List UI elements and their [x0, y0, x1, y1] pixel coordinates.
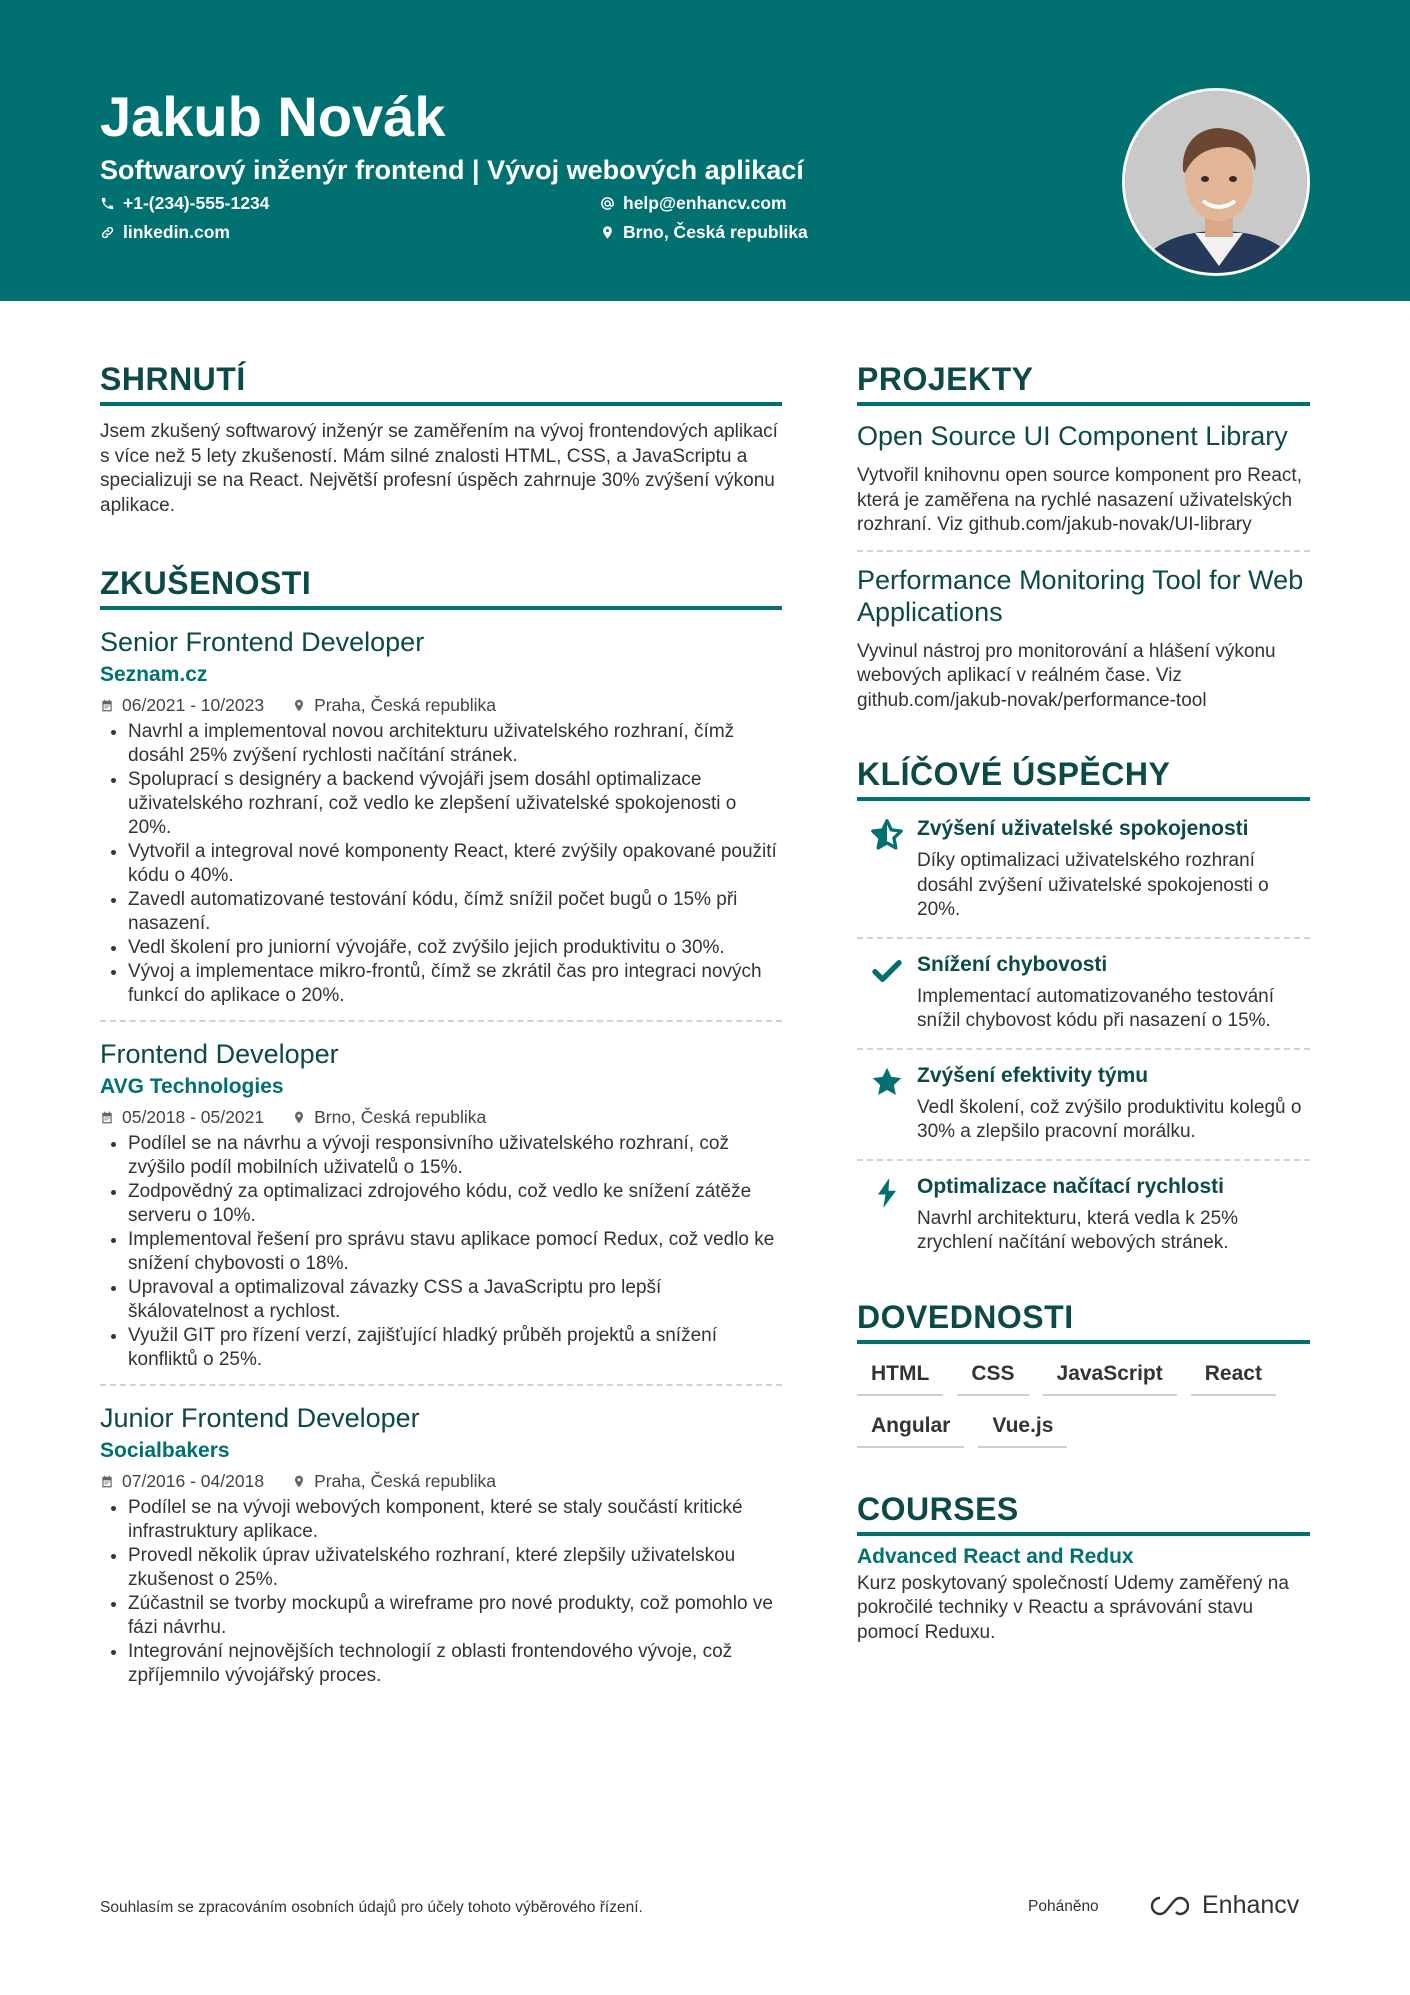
job-bullet: • Navrhl a implementoval novou architekturu uživatelského rozhraní, čímž dosáhl 25% zvýšení rychlosti načítání stránek.	[128, 720, 782, 768]
company-name: Socialbakers	[100, 1439, 230, 1462]
job-bullet: • Zúčastnil se tvorby mockupů a wireframe pro nové produkty, což pomohlo ve fázi návrhu.	[128, 1592, 782, 1640]
job-bullets	[100, 1132, 782, 1372]
job-entry	[100, 624, 782, 1022]
enhancv-logo-icon	[1148, 1894, 1194, 1918]
powered-by-label: Poháněno	[1028, 1898, 1099, 1915]
job-bullet: • Implementoval řešení pro správu stavu aplikace pomocí Redux, což vedlo ke snížení chybovosti o 18%.	[128, 1228, 782, 1276]
achievement-entry	[857, 939, 1310, 1050]
calendar-icon	[100, 1474, 114, 1489]
job-bullet: • Spoluprací s designéry a backend vývojáři jsem dosáhl optimalizace uživatelského rozhraní, což vedlo ke zlepšení uživatelské spokojenosti o 20%.	[128, 768, 782, 840]
job-dates: 06/2021 - 10/2023	[122, 695, 265, 715]
summary-text: Jsem zkušený softwarový inženýr se zaměřením na vývoj frontendových aplikací s více než 5 lety zkušeností. Mám silné znalosti HTML, CSS, a JavaScriptu a specializuji se na React. Největší profesní úspěch zahrnuje 30% zvýšení výkonu aplikace.	[100, 421, 778, 516]
job-bullet: • Podílel se na návrhu a vývoji responsivního uživatelského rozhraní, což zvýšilo podíl mobilních uživatelů o 15%.	[128, 1132, 782, 1180]
job-bullet: • Zodpovědný za optimalizaci zdrojového kódu, což vedlo ke snížení zátěže serveru o 10%.	[128, 1180, 782, 1228]
job-location: Brno, Česká republika	[314, 1107, 487, 1127]
job-entry	[100, 1400, 782, 1700]
job-meta	[100, 1104, 782, 1130]
job-bullets	[100, 1496, 782, 1688]
link-icon	[100, 225, 115, 240]
linkedin-text: linkedin.com	[123, 222, 230, 242]
job-bullet: • Vytvořil a integroval nové komponenty React, které zvýšily opakované použití kódu o 40%.	[128, 840, 782, 888]
skills-title: DOVEDNOSTI	[857, 1296, 1310, 1344]
achievement-title: Zvýšení uživatelské spokojenosti	[917, 817, 1249, 840]
job-bullet: • Provedl několik úprav uživatelského rozhraní, které zlepšily uživatelskou zkušenost o 25%.	[128, 1544, 782, 1592]
left-column	[100, 358, 782, 1714]
job-bullet: • Vedl školení pro juniorní vývojáře, což zvýšilo jejich produktivitu o 30%.	[128, 936, 782, 960]
job-bullet: • Upravoval a optimalizoval závazky CSS a JavaScriptu pro lepší škálovatelnost a rychlost.	[128, 1276, 782, 1324]
job-location: Praha, Česká republika	[314, 695, 496, 715]
star-icon	[869, 1064, 905, 1100]
achievement-entry	[857, 1050, 1310, 1161]
job-location: Praha, Česká republika	[314, 1471, 496, 1491]
job-title: Junior Frontend Developer	[100, 1403, 420, 1433]
skill-tag: JavaScript	[1043, 1356, 1177, 1396]
job-bullet: • Integrování nejnovějších technologií z oblasti frontendového vývoje, což zpříjemnilo vývojářský proces.	[128, 1640, 782, 1688]
job-entry	[100, 1036, 782, 1386]
achievement-text: Navrhl architekturu, která vedla k 25% zrychlení načítání webových stránek.	[917, 1207, 1239, 1253]
at-icon	[600, 196, 615, 211]
phone-icon	[100, 196, 115, 211]
email-text: help@enhancv.com	[623, 193, 787, 213]
company-name: Seznam.cz	[100, 663, 208, 686]
right-column	[857, 358, 1310, 1645]
skill-tag: React	[1191, 1356, 1276, 1396]
course-title: Advanced React and Redux	[857, 1544, 1134, 1568]
candidate-subtitle: Softwarový inženýr frontend | Vývoj webových aplikací	[100, 155, 804, 185]
projects-title: PROJEKTY	[857, 358, 1310, 406]
location-text: Brno, Česká republika	[623, 222, 808, 242]
experience-title: ZKUŠENOSTI	[100, 562, 782, 610]
job-bullet: • Vývoj a implementace mikro-frontů, čímž se zkrátil čas pro integraci nových funkcí do aplikace o 20%.	[128, 960, 782, 1008]
achievement-entry	[857, 803, 1310, 939]
achievement-text: Díky optimalizaci uživatelského rozhraní dosáhl zvýšení uživatelské spokojenosti o 20%.	[917, 850, 1269, 920]
job-dates: 05/2018 - 05/2021	[122, 1107, 265, 1127]
contact-location	[600, 220, 808, 244]
profile-photo	[1122, 88, 1310, 276]
job-bullet: • Zavedl automatizované testování kódu, čímž snížil počet bugů o 15% při nasazení.	[128, 888, 782, 936]
achievement-title: Zvýšení efektivity týmu	[917, 1063, 1149, 1087]
achievement-entry	[857, 1161, 1310, 1270]
project-text: Vyvinul nástroj pro monitorování a hlášení výkonu webových aplikací v reálném čase. Viz github.com/jakub-novak/performance-tool	[857, 640, 1276, 711]
achievement-text: Implementací automatizovaného testování snížil chybovost kódu při nasazení o 15%.	[917, 985, 1274, 1031]
skill-tag: Angular	[857, 1408, 964, 1448]
contact-linkedin[interactable]	[100, 220, 230, 244]
location-pin-icon	[292, 1474, 306, 1489]
job-bullet: • Využil GIT pro řízení verzí, zajišťující hladký průběh projektů a snížení konfliktů o 25%.	[128, 1324, 782, 1372]
project-text: Vytvořil knihovnu open source komponent pro React, která je zaměřena na rychlé nasazení uživatelských rozhraní. Viz github.com/jakub-novak/UI-library	[857, 465, 1302, 535]
achievement-text: Vedl školení, což zvýšilo produktivitu kolegů o 30% a zlepšilo pracovní morálku.	[917, 1096, 1302, 1142]
course-text: Kurz poskytovaný společností Udemy zaměřený na pokročilé techniky v Reactu a správování stavu pomocí Reduxu.	[857, 1572, 1289, 1643]
check-icon	[869, 953, 905, 989]
job-title: Frontend Developer	[100, 1039, 339, 1069]
project-title: Performance Monitoring Tool for Web Applications	[857, 564, 1304, 627]
achievement-title: Optimalizace načítací rychlosti	[917, 1174, 1224, 1198]
location-pin-icon	[292, 1110, 306, 1125]
resume-header	[0, 0, 1410, 301]
project-entry	[857, 564, 1310, 726]
job-meta	[100, 692, 782, 718]
location-pin-icon	[292, 698, 306, 713]
skill-tag: HTML	[857, 1356, 943, 1396]
achievements-title: KLÍČOVÉ ÚSPĚCHY	[857, 753, 1310, 801]
location-pin-icon	[600, 225, 615, 240]
project-title: Open Source UI Component Library	[857, 421, 1288, 451]
job-title: Senior Frontend Developer	[100, 627, 425, 657]
bolt-icon	[869, 1175, 905, 1211]
job-dates: 07/2016 - 04/2018	[122, 1471, 265, 1491]
contact-phone[interactable]	[100, 191, 269, 215]
star-outline-icon	[869, 817, 905, 853]
company-name: AVG Technologies	[100, 1075, 284, 1098]
job-bullet: • Podílel se na vývoji webových komponent, které se staly součástí kritické infrastruktury aplikace.	[128, 1496, 782, 1544]
courses-title: COURSES	[857, 1488, 1310, 1536]
summary-title: SHRNUTÍ	[100, 358, 782, 406]
job-bullets	[100, 720, 782, 1008]
achievement-title: Snížení chybovosti	[917, 952, 1108, 976]
skill-tag: CSS	[957, 1356, 1028, 1396]
candidate-name: Jakub Novák	[100, 85, 446, 148]
consent-text: Souhlasím se zpracováním osobních údajů pro účely tohoto výběrového řízení.	[100, 1899, 643, 1916]
skills-list	[857, 1356, 1310, 1448]
brand-name: Enhancv	[1202, 1891, 1300, 1919]
enhancv-logo[interactable]	[1148, 1891, 1299, 1920]
phone-text: +1-(234)-555-1234	[123, 193, 270, 213]
calendar-icon	[100, 698, 114, 713]
project-entry	[857, 420, 1310, 552]
skill-tag: Vue.js	[978, 1408, 1067, 1448]
job-meta	[100, 1468, 782, 1494]
calendar-icon	[100, 1110, 114, 1125]
contact-email[interactable]	[600, 191, 787, 215]
